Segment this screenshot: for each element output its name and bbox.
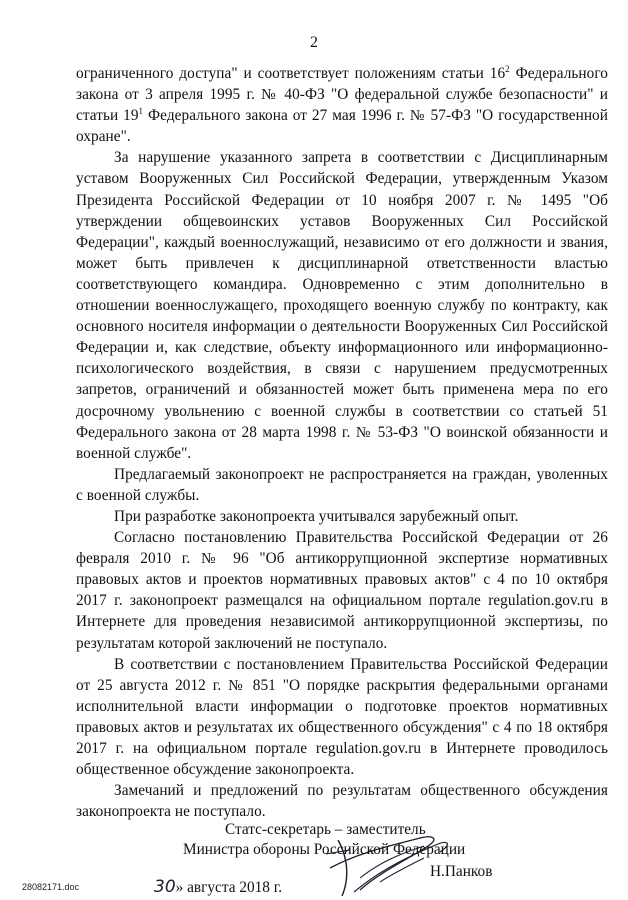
superscript: 1 — [138, 106, 144, 117]
paragraph-text: Замечаний и предложений по результатам общественного обсуждения законопроекта не поступало. — [76, 782, 608, 821]
signatory-name: Н.Панков — [430, 863, 493, 880]
paragraph — [76, 654, 608, 781]
paragraph-text: В соответствии с постановлением Правительства Российской Федерации от 25 августа 2012 г. № 851 "О порядке раскрытия федеральными органами исполнительной власти информации о подготовке проектов нормативных правовых актов и результатах их общественного обсуждения" с 4 по 18 октября 2017 г. на официальном портале regulation.gov.ru в Интернете проводилось общественное обсуждение законопроекта. — [76, 655, 608, 779]
signature-date-rest: » августа 2018 г. — [175, 879, 283, 896]
paragraph — [76, 780, 608, 822]
paragraph-text: Федерального закона от 3 апреля 1995 г. № 40-ФЗ "О федеральной службе безопасности" и статьи 19 — [76, 65, 608, 125]
paragraph — [76, 63, 608, 147]
page-number: 2 — [310, 34, 318, 51]
superscript: 2 — [505, 63, 510, 74]
paragraph-text: Федерального закона от 27 мая 1996 г. № 57-ФЗ "О государственной охране". — [76, 107, 608, 146]
paragraph-text: ограниченного доступа" и соответствует положениям статьи 16 — [76, 65, 506, 82]
paragraph-text: При разработке законопроекта учитывался зарубежный опыт. — [114, 507, 519, 525]
document-file-code: 28082171.doc — [22, 882, 80, 892]
paragraph — [76, 464, 608, 506]
signatory-title-line-2: Министра обороны Российской Федерации — [183, 841, 466, 858]
paragraph — [76, 527, 608, 654]
paragraph — [76, 506, 608, 527]
paragraph-text: Согласно постановлению Правительства Российской Федерации от 26 февраля 2010 г. № 96 "Об антикоррупционной экспертизе нормативных правовых актов и проектов нормативных правовых актов" с 4 по 10 октября 2017 г. законопроект размещался на официальном портале regulation.gov.ru в Интернете для проведения независимой антикоррупционной экспертизы, по результатам которой заключений не поступало. — [76, 529, 608, 652]
signature-date-day: 30 — [154, 877, 176, 897]
signature-date — [154, 877, 282, 898]
paragraph-text: Предлагаемый законопроект не распространяется на граждан, уволенных с военной службы. — [76, 465, 608, 504]
paragraph — [76, 147, 608, 463]
paragraph-text: За нарушение указанного запрета в соответствии с Дисциплинарным уставом Вооруженных Сил Российской Федерации, утвержденным Указом Президента Российской Федерации от 10 ноября 2007 г. № 1495 "Об утверждении общевоинских уставов Вооруженных Сил Российской Федерации", каждый военнослужащий, независимо от его должности и звания, может быть привлечен к дисциплинарной ответственности властью соответствующего командира. Одновременно с этим дополнительно в отношении военнослужащего, проходящего военную службу по контракту, как основного носителя информации о деятельности Вооруженных Сил Российской Федерации и, как следствие, объекту информационного или информационно-психологического воздействия, в связи с нарушением предусмотренных запретов, ограничений и обязанностей может быть применена мера по его досрочному увольнению с военной службы в соответствии со статьей 51 Федерального закона от 28 марта 1998 г. № 53-ФЗ "О воинской обязанности и военной службе". — [76, 149, 608, 462]
document-body — [76, 63, 608, 822]
signatory-title-line-1: Статс-секретарь – заместитель — [225, 821, 426, 838]
